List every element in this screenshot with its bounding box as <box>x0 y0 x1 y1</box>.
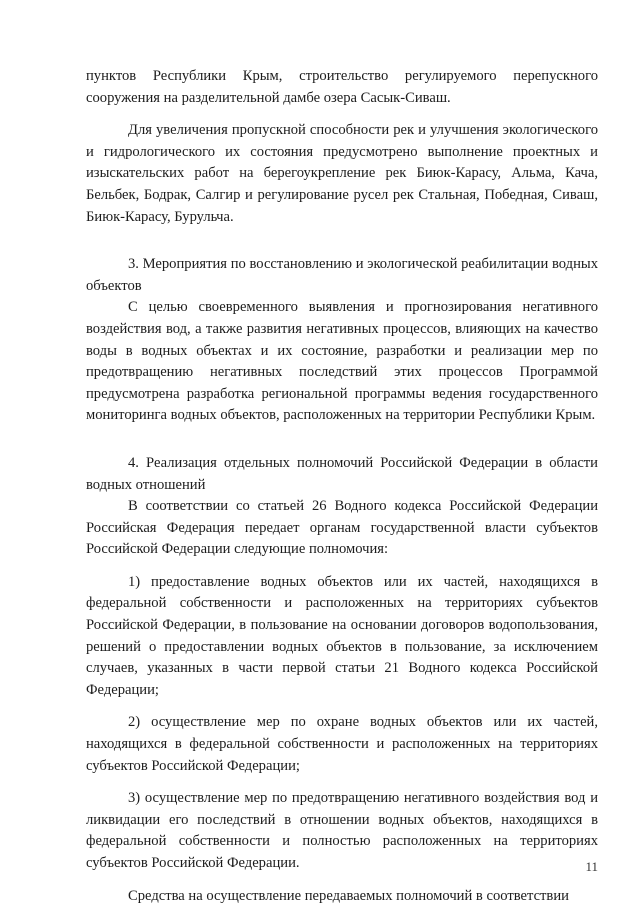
list-item-3: 3) осуществление мер по предотвращению негативного воздействия вод и ликвидации его последствий в отношении водных объектов, находящихся в федеральной собственности и полностью расположенных на территориях субъектов Российской Федерации. <box>86 790 598 871</box>
paragraph-article-26: В соответствии со статьей 26 Водного кодекса Российской Федерации Российская Федерация передает органам государственной власти субъектов Российской Федерации следующие полномочия: <box>86 498 598 558</box>
list-item-1: 1) предоставление водных объектов или их частей, находящихся в федеральной собственности и расположенных на территориях субъектов Российской Федерации, в пользование на основании договоров водопользования, решений о предоставлении водных объектов в пользование, за исключением случаев, указанных в части первой статьи 21 Водного кодекса Российской Федерации; <box>86 573 598 698</box>
page-number: 11 <box>585 859 598 874</box>
section-heading-3: 3. Мероприятия по восстановлению и экологической реабилитации водных объектов <box>86 256 598 294</box>
section-heading-4: 4. Реализация отдельных полномочий Российской Федерации в области водных отношений <box>86 454 598 493</box>
list-item-2: 2) осуществление мер по охране водных объектов или их частей, находящихся в федеральной собственности и расположенных на территориях субъектов Российской Федерации; <box>86 714 598 774</box>
paragraph-funding: Средства на осуществление передаваемых полномочий в соответствии <box>128 887 569 904</box>
paragraph-continuation: пунктов Республики Крым, строительство регулируемого перепускного сооружения на разделительной дамбе озера Сасык-Сиваш. <box>86 68 598 106</box>
paragraph-river-works: Для увеличения пропускной способности рек и улучшения экологического и гидрологического их состояния предусмотрено выполнение проектных и изыскательских работ на берегоукрепление рек Биюк-Карасу, Альма, Кача, Бельбек, Бодрак, Салгир и регулирование русел рек Стальная, Победная, Сиваш, Биюк-Карасу, Бурульча. <box>86 122 598 225</box>
paragraph-monitoring: С целью своевременного выявления и прогнозирования негативного воздействия вод, а также развития негативных процессов, влияющих на качество воды в водных объектах и их состояние, разработки и реализации мер по предотвращению негативных последствий этих процессов Программой предусмотрена разработка региональной программы ведения государственного мониторинга водных объектов, расположенных на территории Республики Крым. <box>86 299 598 424</box>
